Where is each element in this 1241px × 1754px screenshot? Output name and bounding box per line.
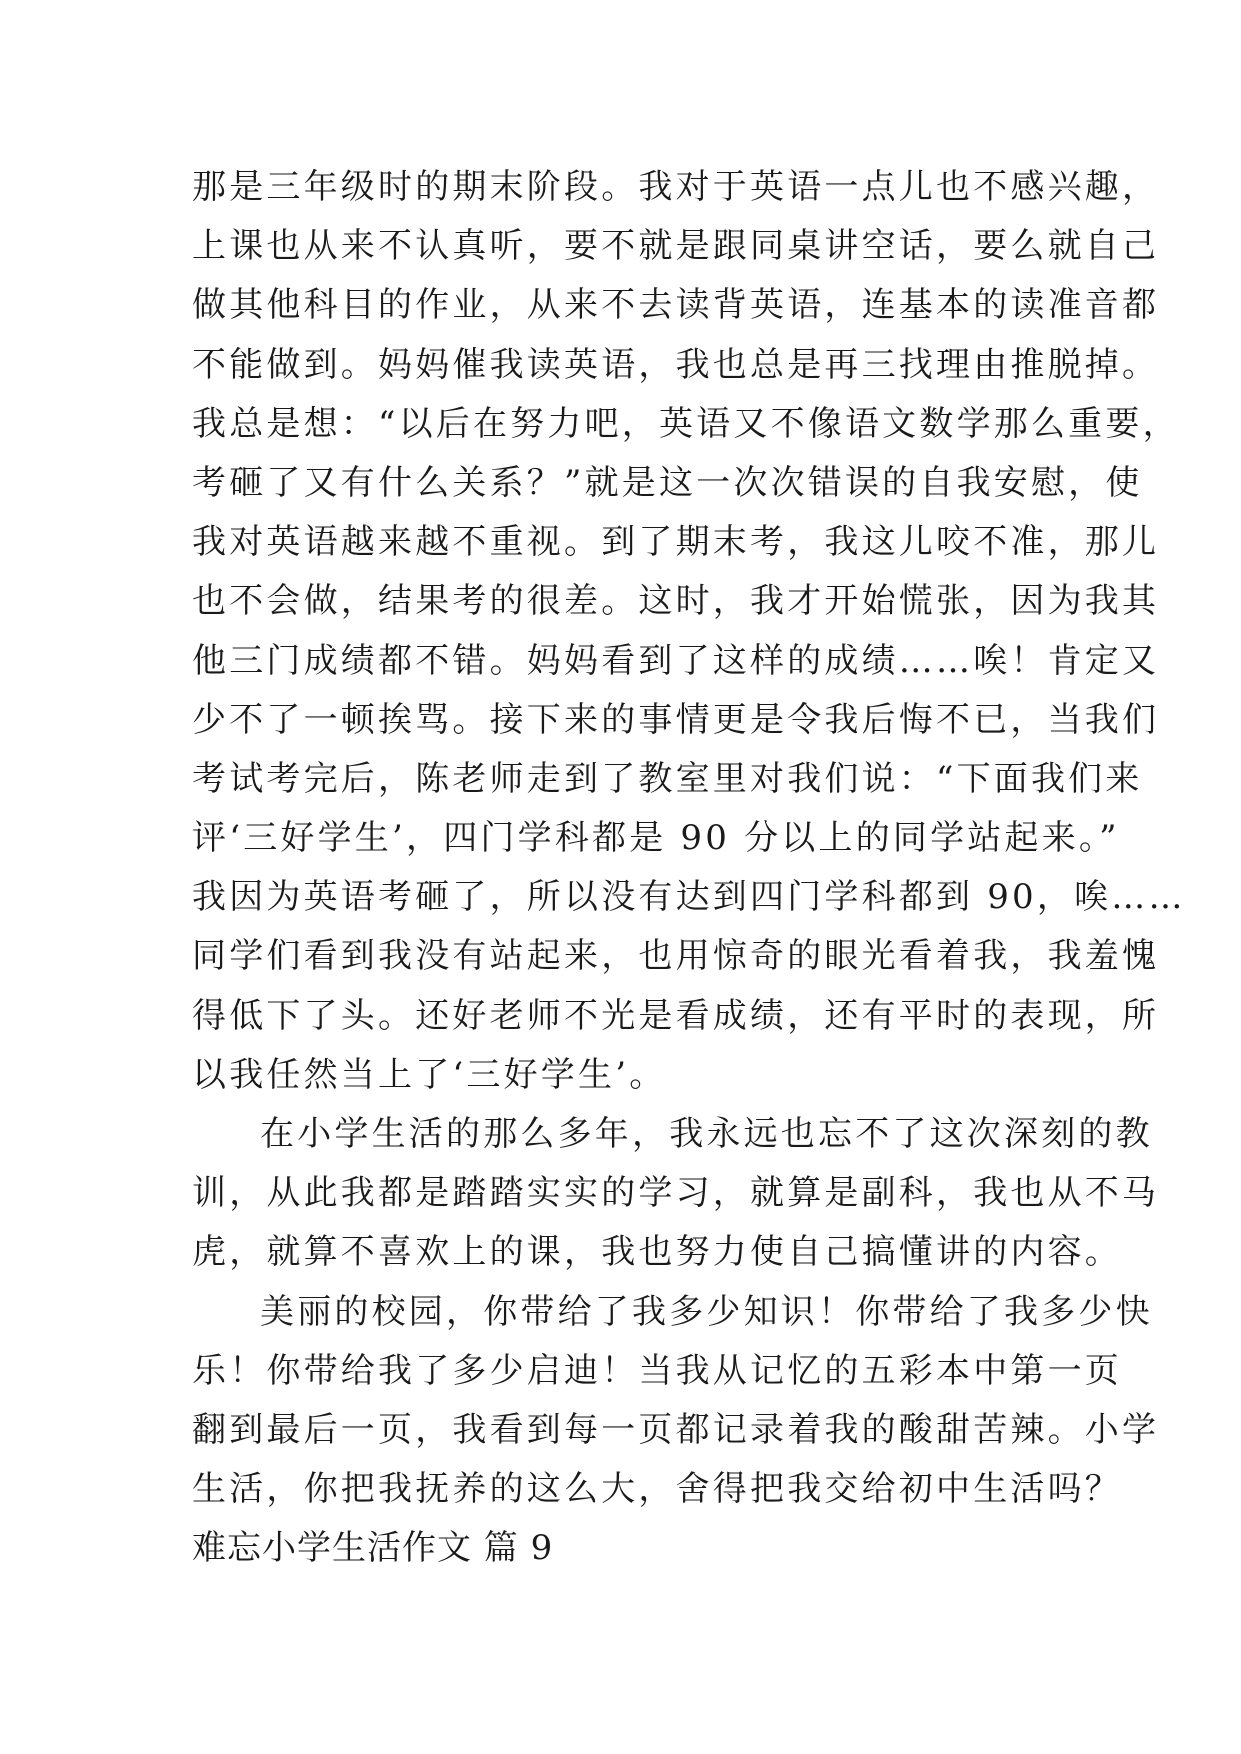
text-line: 以我任然当上了‘三好学生’。 [192, 1054, 667, 1095]
text-line: 少不了一顿挨骂。接下来的事情更是令我后悔不已，当我们 [192, 699, 1160, 740]
paragraph-3 [192, 1283, 1160, 1520]
paragraph-1 [192, 158, 1186, 1105]
text-line: 翻到最后一页，我看到每一页都记录着我的酸甜苦辣。小学 [192, 1409, 1160, 1450]
paragraph-2 [192, 1105, 1160, 1283]
text-line: 我对英语越来越不重视。到了期末考，我这儿咬不准，那儿 [192, 522, 1160, 563]
text-line: 不能做到。妈妈催我读英语，我也总是再三找理由推脱掉。 [192, 344, 1160, 385]
text-line: 乐！你带给我了多少启迪！当我从记忆的五彩本中第一页 [192, 1350, 1122, 1391]
text-line: 那是三年级时的期末阶段。我对于英语一点儿也不感兴趣， [192, 167, 1160, 207]
text-line: 也不会做，结果考的很差。这时，我才开始慌张，因为我其 [192, 581, 1160, 622]
text-line: 得低下了头。还好老师不光是看成绩，还有平时的表现，所 [192, 995, 1160, 1036]
text-line: 训，从此我都是踏踏实实的学习，就算是副科，我也从不马 [192, 1173, 1160, 1214]
text-line: 做其他科目的作业，从来不去读背英语，连基本的读准音都 [192, 285, 1160, 326]
text-line: 虎，就算不喜欢上的课，我也努力使自己搞懂讲的内容。 [192, 1232, 1122, 1273]
text-line: 考砸了又有什么关系？”就是这一次次错误的自我安慰，使 [192, 462, 1143, 503]
text-line: 考试考完后，陈老师走到了教室里对我们说：“下面我们来 [192, 758, 1143, 799]
text-line: 生活，你把我抚养的这么大，舍得把我交给初中生活吗？ [192, 1469, 1122, 1510]
text-line: 美丽的校园，你带给了我多少知识！你带给了我多少快 [260, 1291, 1153, 1332]
section-heading: 难忘小学生活作文 篇 9 [192, 1528, 554, 1569]
document-body [192, 158, 1186, 1579]
text-line: 同学们看到我没有站起来，也用惊奇的眼光看着我，我羞愧 [192, 936, 1160, 977]
text-line: 我因为英语考砸了，所以没有达到四门学科都到 90，唉…… [192, 877, 1186, 918]
text-line: 上课也从来不认真听，要不就是跟同桌讲空话，要么就自己 [192, 226, 1160, 267]
text-line: 评‘三好学生’，四门学科都是 90 分以上的同学站起来。” [192, 818, 1120, 859]
text-line: 在小学生活的那么多年，我永远也忘不了这次深刻的教 [260, 1114, 1153, 1154]
text-line: 我总是想：“以后在努力吧，英语又不像语文数学那么重要， [192, 403, 1180, 444]
text-line: 他三门成绩都不错。妈妈看到了这样的成绩……唉！肯定又 [192, 640, 1160, 681]
